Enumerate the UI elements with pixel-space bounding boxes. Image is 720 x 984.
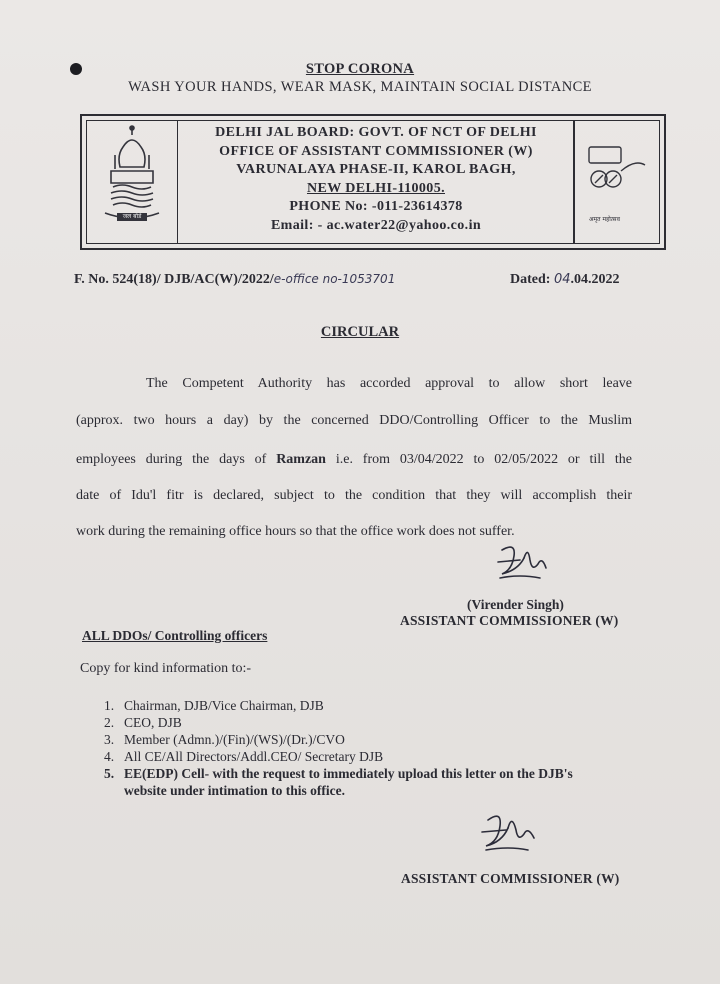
list-item: 2. CEO, DJB bbox=[104, 715, 182, 730]
water-tower-icon bbox=[87, 121, 177, 247]
dated: Dated: 04.04.2022 bbox=[510, 272, 620, 287]
signatory-title: ASSISTANT COMMISSIONER (W) bbox=[400, 613, 619, 628]
body-line-4: date of Idu'l fitr is declared, subject to the condition that they will accomplish their bbox=[76, 488, 632, 503]
file-number-handwritten: e-office no-1053701 bbox=[273, 272, 396, 286]
list-item-continuation: website under intimation to this office. bbox=[124, 783, 345, 798]
list-item: 1. Chairman, DJB/Vice Chairman, DJB bbox=[104, 698, 324, 713]
body-line-2: (approx. two hours a day) by the concerned DDO/Controlling Officer to the Muslim bbox=[76, 413, 632, 428]
djb-emblem bbox=[87, 121, 178, 243]
azadi-logo bbox=[573, 121, 659, 243]
copy-list bbox=[104, 697, 573, 799]
letterhead-line-4: NEW DELHI-110005. bbox=[306, 180, 445, 196]
letterhead-line-2: OFFICE OF ASSISTANT COMMISSIONER (W) bbox=[219, 143, 533, 159]
closing-title: ASSISTANT COMMISSIONER (W) bbox=[401, 871, 620, 886]
body-line-5: work during the remaining office hours so that the office work does not suffer. bbox=[76, 524, 515, 539]
signatory-name: (Virender Singh) bbox=[467, 597, 564, 612]
slogan-title: STOP CORONA bbox=[305, 61, 415, 77]
emblem-caption: जल बोर्ड bbox=[122, 213, 142, 220]
file-number: F. No. 524(18)/ DJB/AC(W)/2022/e-office no-1053701 bbox=[74, 272, 396, 287]
list-item: 3. Member (Admn.)/(Fin)/(WS)/(Dr.)/CVO bbox=[104, 732, 345, 747]
list-item: 5. EE(EDP) Cell- with the request to immediately upload this letter on the DJB's bbox=[104, 766, 573, 781]
circular-heading: CIRCULAR bbox=[320, 324, 400, 340]
signature-1 bbox=[494, 540, 554, 586]
letterhead-box bbox=[80, 114, 666, 250]
list-item: 4. All CE/All Directors/Addl.CEO/ Secretary DJB bbox=[104, 749, 384, 764]
slogan-text: WASH YOUR HANDS, WEAR MASK, MAINTAIN SOCIAL DISTANCE bbox=[128, 79, 592, 95]
azadi-amrit-icon bbox=[575, 121, 659, 247]
ramzan-bold: Ramzan bbox=[276, 452, 326, 467]
body-line-3: employees during the days of Ramzan i.e. from 03/04/2022 to 02/05/2022 or till the bbox=[76, 452, 632, 467]
letterhead-email: Email: - ac.water22@yahoo.co.in bbox=[270, 217, 482, 233]
recipients: ALL DDOs/ Controlling officers bbox=[82, 628, 268, 643]
letterhead-line-5: PHONE No: -011-23614378 bbox=[289, 199, 463, 214]
letterhead-line-3: VARUNALAYA PHASE-II, KAROL BAGH, bbox=[236, 162, 516, 177]
letterhead-text bbox=[179, 124, 573, 235]
body-line-1: The Competent Authority has accorded approval to allow short leave bbox=[146, 376, 632, 391]
azadi-caption: अमृत महोत्सव bbox=[589, 216, 620, 223]
signature-2 bbox=[478, 808, 542, 856]
letterhead-line-1: DELHI JAL BOARD: GOVT. OF NCT OF DELHI bbox=[215, 125, 537, 140]
copy-to-label: Copy for kind information to:- bbox=[80, 661, 252, 676]
date-handwritten: 04 bbox=[553, 272, 571, 287]
